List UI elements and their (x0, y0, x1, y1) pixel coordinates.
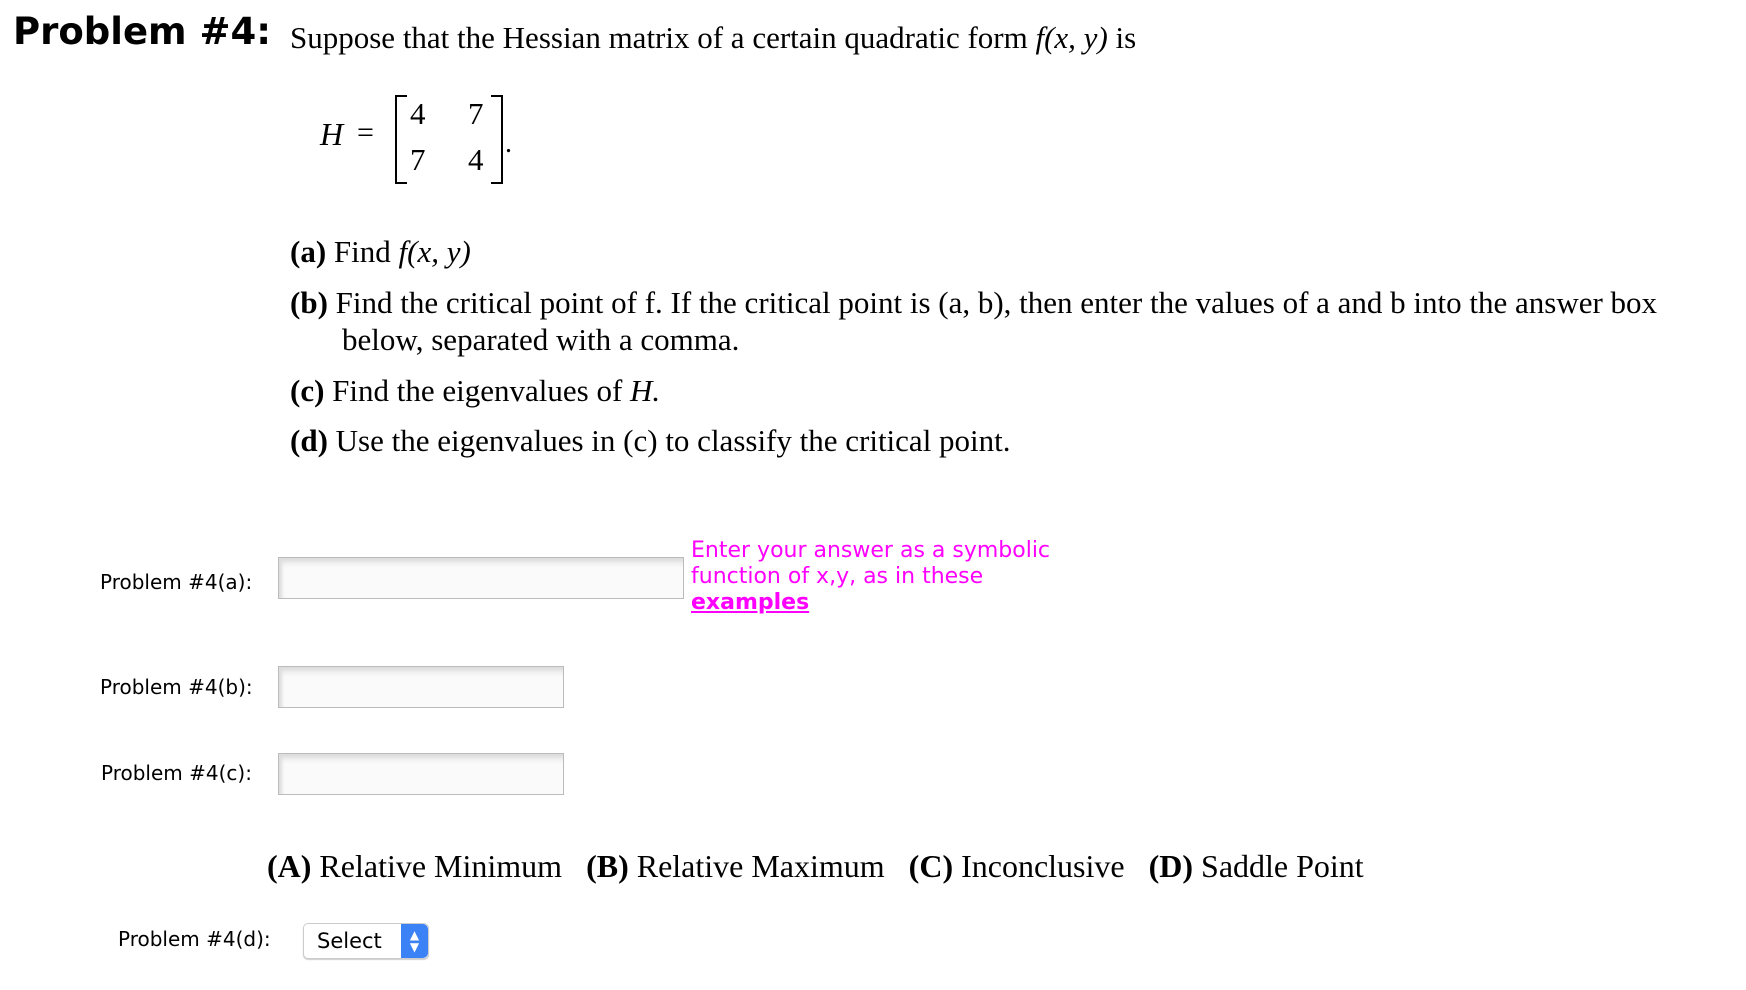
part-tag: (b) (290, 285, 328, 320)
matrix-cell: 7 (468, 96, 484, 131)
matrix-cell: 4 (468, 142, 484, 177)
part-d (290, 423, 1011, 459)
choices-list (267, 848, 1364, 885)
answer-a-input[interactable] (278, 557, 684, 599)
select-value: Select (317, 929, 382, 953)
answer-c-input[interactable] (278, 753, 564, 795)
statement-end: is (1115, 20, 1137, 55)
part-math: f(x, y) (398, 234, 471, 269)
answer-a-label: Problem #4(a): (100, 570, 253, 594)
part-b (290, 285, 1657, 321)
matrix-period: . (505, 128, 512, 159)
hint-line: function of x,y, as in these (691, 564, 984, 589)
part-c (290, 373, 660, 409)
right-bracket (491, 95, 503, 184)
matrix-cell: 7 (410, 142, 426, 177)
part-text: Find (333, 234, 391, 269)
answer-b-label: Problem #4(b): (100, 675, 253, 699)
answer-b-input[interactable] (278, 666, 564, 708)
part-text: Find the critical point of f. If the critical point is (a, b), then enter the values of a and b into the answer box (335, 285, 1658, 320)
left-bracket (395, 95, 407, 184)
matrix-cell: 4 (410, 96, 426, 131)
part-b-line2: below, separated with a comma. (342, 322, 740, 357)
choice-d: (D) Saddle Point (1148, 848, 1364, 884)
answer-d-select[interactable] (303, 923, 429, 959)
answer-c-label: Problem #4(c): (101, 761, 252, 785)
part-tag: (d) (290, 423, 328, 458)
part-text: Use the eigenvalues in (c) to classify the critical point. (335, 423, 1011, 458)
part-a (290, 234, 471, 270)
answer-hint (691, 538, 1050, 616)
choice-a: (A) Relative Minimum (267, 848, 563, 884)
part-text: Find the eigenvalues of (332, 373, 623, 408)
hint-line: Enter your answer as a symbolic (691, 538, 1051, 563)
problem-title: Problem #4: (13, 10, 272, 53)
problem-statement (290, 20, 1136, 56)
matrix-equals: = (357, 116, 374, 149)
part-tag: (c) (290, 373, 325, 408)
statement-function: f(x, y) (1035, 20, 1108, 55)
statement-text: Suppose that the Hessian matrix of a certain quadratic form (290, 20, 1028, 55)
part-math: H. (630, 373, 661, 408)
choice-c: (C) Inconclusive (908, 848, 1125, 884)
examples-link[interactable]: examples (691, 590, 810, 615)
choice-b: (B) Relative Maximum (586, 848, 885, 884)
answer-d-label: Problem #4(d): (118, 927, 271, 951)
chevron-up-down-icon: ▲ ▼ (401, 924, 428, 958)
part-tag: (a) (290, 234, 327, 269)
matrix-name: H (320, 116, 344, 152)
